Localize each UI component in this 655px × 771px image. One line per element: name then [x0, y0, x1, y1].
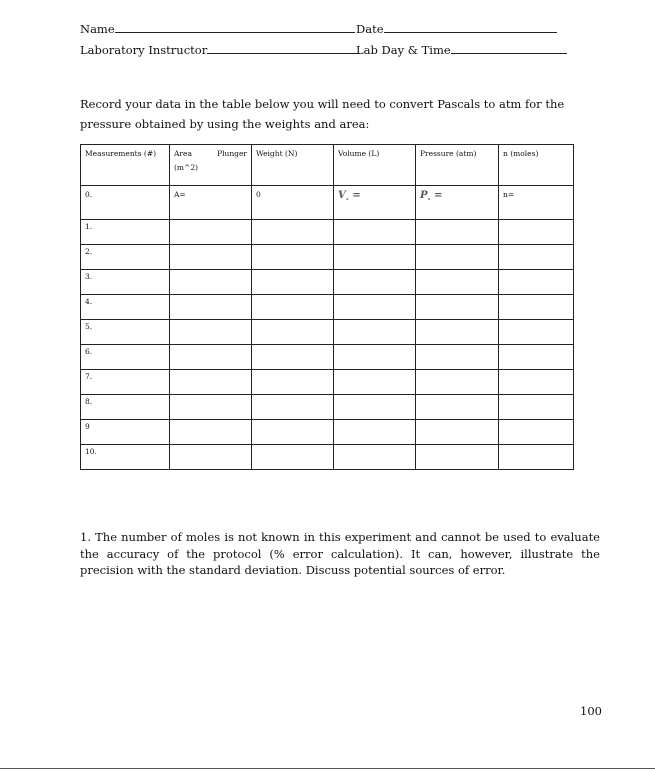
name-blank[interactable] — [115, 23, 355, 33]
header-area: Area — [174, 149, 192, 158]
row2-area[interactable] — [170, 245, 252, 270]
row10-area[interactable] — [170, 445, 252, 470]
table-row — [81, 395, 574, 420]
row9-volume[interactable] — [334, 420, 416, 445]
row8-volume[interactable] — [334, 395, 416, 420]
labday-label: Lab Day & Time — [356, 43, 451, 57]
header-plunger: Plunger — [217, 149, 247, 158]
table-row — [81, 245, 574, 270]
row7-pressure[interactable] — [416, 370, 499, 395]
row4-pressure[interactable] — [416, 295, 499, 320]
pressure-symbol: $P_\circ$ = — [420, 190, 443, 203]
row4-index: 4. — [81, 295, 170, 320]
row7-weight[interactable] — [252, 370, 334, 395]
row8-area[interactable] — [170, 395, 252, 420]
row0-weight[interactable]: 0 — [252, 186, 334, 220]
name-field — [80, 22, 355, 36]
row3-pressure[interactable] — [416, 270, 499, 295]
table-row — [81, 420, 574, 445]
labday-blank[interactable] — [451, 44, 567, 54]
row9-area[interactable] — [170, 420, 252, 445]
row0-area[interactable]: A= — [170, 186, 252, 220]
row3-index: 3. — [81, 270, 170, 295]
instructor-blank[interactable] — [207, 44, 360, 54]
row6-weight[interactable] — [252, 345, 334, 370]
row5-moles[interactable] — [499, 320, 574, 345]
row0-pressure[interactable] — [416, 186, 499, 220]
header-volume: Volume (L) — [334, 145, 416, 186]
row7-volume[interactable] — [334, 370, 416, 395]
header-area-plunger — [170, 145, 252, 186]
row6-volume[interactable] — [334, 345, 416, 370]
row5-pressure[interactable] — [416, 320, 499, 345]
row2-weight[interactable] — [252, 245, 334, 270]
row8-weight[interactable] — [252, 395, 334, 420]
header-measurements: Measurements (#) — [81, 145, 170, 186]
row1-area[interactable] — [170, 220, 252, 245]
page-number: 100 — [580, 704, 602, 718]
row10-weight[interactable] — [252, 445, 334, 470]
row3-volume[interactable] — [334, 270, 416, 295]
row10-moles[interactable] — [499, 445, 574, 470]
instructor-label: Laboratory Instructor — [80, 43, 208, 57]
row6-index: 6. — [81, 345, 170, 370]
row1-moles[interactable] — [499, 220, 574, 245]
row6-moles[interactable] — [499, 345, 574, 370]
row10-volume[interactable] — [334, 445, 416, 470]
row8-moles[interactable] — [499, 395, 574, 420]
row3-area[interactable] — [170, 270, 252, 295]
table-row — [81, 345, 574, 370]
row0-index: 0. — [81, 186, 170, 220]
row8-index: 8. — [81, 395, 170, 420]
name-label: Name — [80, 22, 115, 36]
question-1: 1. The number of moles is not known in this experiment and cannot be used to evaluate the accuracy of the protocol (% error calculation). It can, however, illustrate the precision with the standard deviation. Discuss potential sources of error. — [80, 530, 600, 577]
row9-index: 9 — [81, 420, 170, 445]
date-label: Date — [356, 22, 384, 36]
row7-area[interactable] — [170, 370, 252, 395]
row7-index: 7. — [81, 370, 170, 395]
row1-pressure[interactable] — [416, 220, 499, 245]
row2-moles[interactable] — [499, 245, 574, 270]
table-row — [81, 320, 574, 345]
row10-index: 10. — [81, 445, 170, 470]
row7-moles[interactable] — [499, 370, 574, 395]
row9-weight[interactable] — [252, 420, 334, 445]
table-row — [81, 270, 574, 295]
table-row — [81, 295, 574, 320]
header-pressure: Pressure (atm) — [416, 145, 499, 186]
date-field — [356, 22, 557, 36]
bottom-rule — [0, 768, 655, 769]
row1-weight[interactable] — [252, 220, 334, 245]
row5-index: 5. — [81, 320, 170, 345]
header-area-units: (m^2) — [174, 163, 199, 172]
table-row — [81, 445, 574, 470]
header-moles: n (moles) — [499, 145, 574, 186]
row1-index: 1. — [81, 220, 170, 245]
row9-pressure[interactable] — [416, 420, 499, 445]
instructor-field — [80, 43, 360, 57]
row3-moles[interactable] — [499, 270, 574, 295]
table-row — [81, 220, 574, 245]
data-table — [80, 144, 574, 470]
instructions-text: Record your data in the table below you will need to convert Pascals to atm for the pressure obtained by using the weights and area: — [80, 97, 565, 131]
row10-pressure[interactable] — [416, 445, 499, 470]
row5-area[interactable] — [170, 320, 252, 345]
row4-weight[interactable] — [252, 295, 334, 320]
volume-symbol: $V_\circ$ = — [338, 190, 361, 203]
header-weight: Weight (N) — [252, 145, 334, 186]
row3-weight[interactable] — [252, 270, 334, 295]
row6-area[interactable] — [170, 345, 252, 370]
table-header-row — [81, 145, 574, 186]
row4-volume[interactable] — [334, 295, 416, 320]
row2-volume[interactable] — [334, 245, 416, 270]
table-row — [81, 370, 574, 395]
row1-volume[interactable] — [334, 220, 416, 245]
row6-pressure[interactable] — [416, 345, 499, 370]
row5-volume[interactable] — [334, 320, 416, 345]
row0-moles[interactable]: n= — [499, 186, 574, 220]
row8-pressure[interactable] — [416, 395, 499, 420]
row5-weight[interactable] — [252, 320, 334, 345]
row4-area[interactable] — [170, 295, 252, 320]
labday-field — [356, 43, 567, 57]
date-blank[interactable] — [384, 23, 557, 33]
row2-index: 2. — [81, 245, 170, 270]
row9-moles[interactable] — [499, 420, 574, 445]
table-row — [81, 186, 574, 220]
row0-volume[interactable] — [334, 186, 416, 220]
row4-moles[interactable] — [499, 295, 574, 320]
row2-pressure[interactable] — [416, 245, 499, 270]
